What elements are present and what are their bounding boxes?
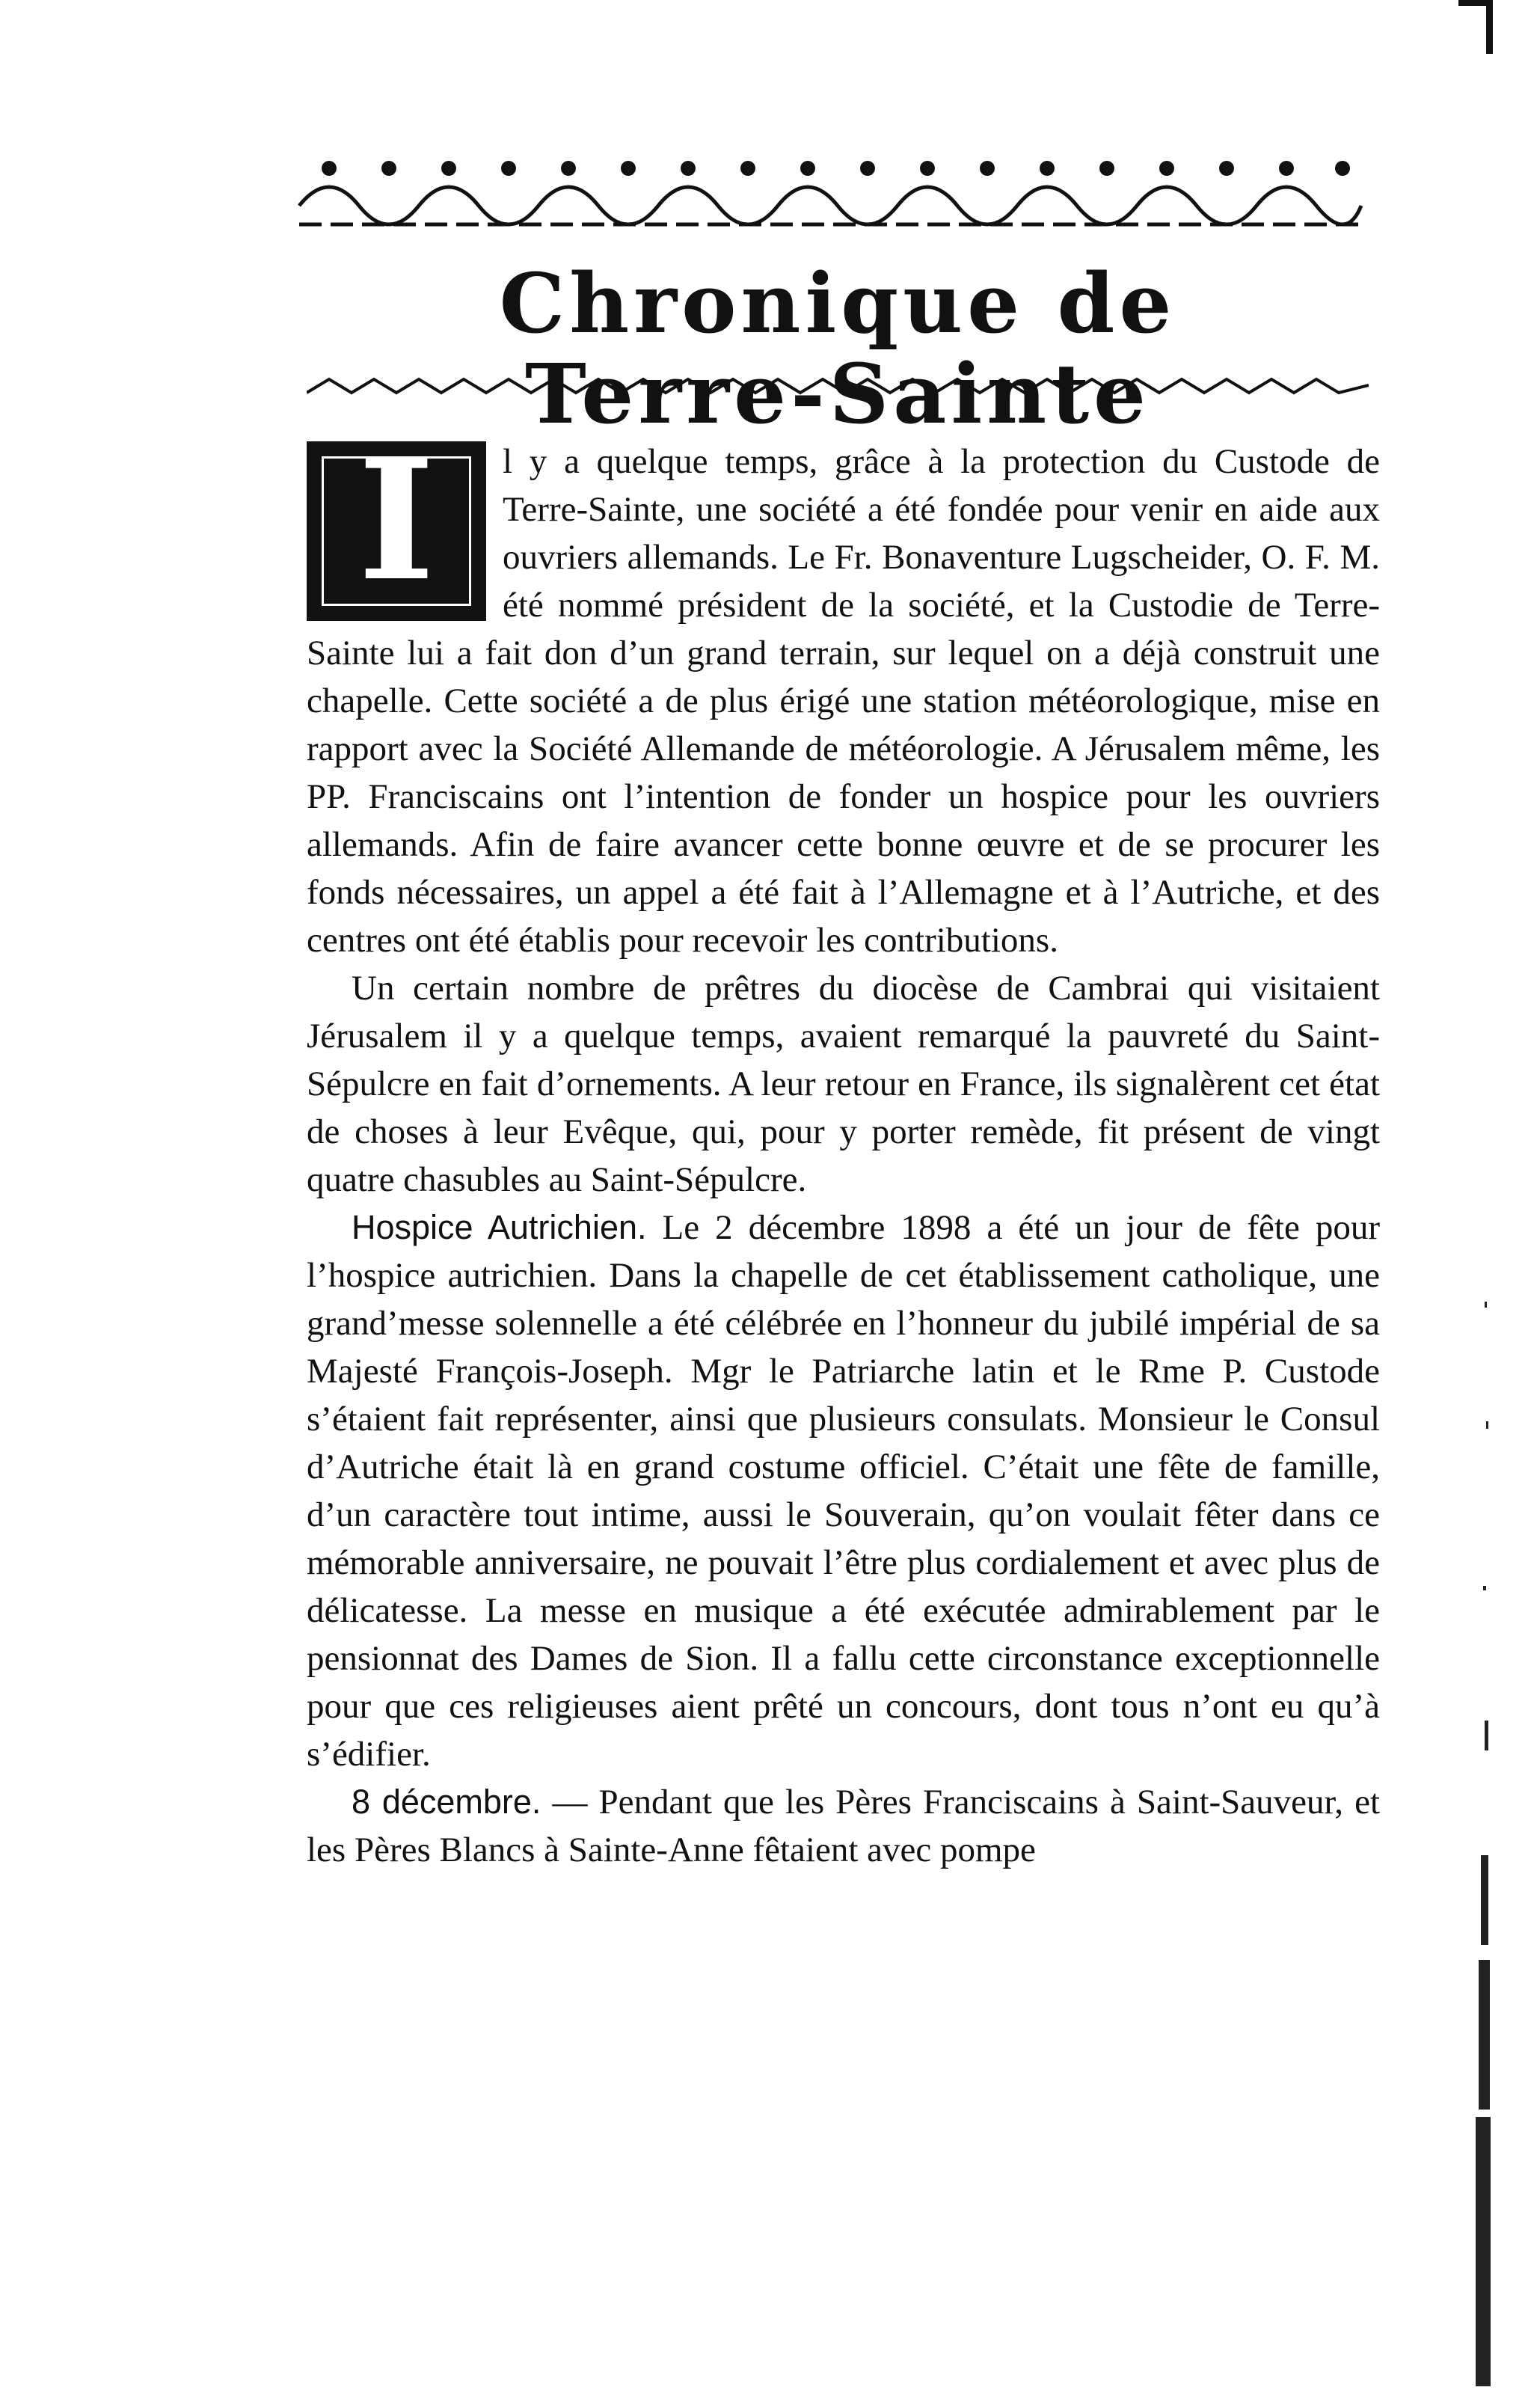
section-heading-hospice: Hospice Autrichien. (352, 1208, 647, 1246)
paragraph-hospice (307, 1204, 1380, 1778)
paragraph-cambrai: Un certain nombre de prêtres du diocèse de Cambrai qui visitaient Jérusalem il y a quelque temps, avaient remarqué la pauvreté du Saint-Sépulcre en fait d’ornements. A leur retour en France, ils signalèrent cet état de choses à leur Evêque, qui, pour y porter remède, fit présent de vingt quatre chasubles au Saint-Sépulcre. (307, 969, 1380, 1199)
decorative-ornament-band (295, 153, 1365, 236)
decorative-rule (307, 370, 1369, 400)
paragraph-8-decembre-text: — Pendant que les Pères Franciscains à Saint-Sauveur, et les Pères Blancs à Sainte-Anne fêtaient avec pompe (307, 1783, 1380, 1869)
scan-edge-artifact (1462, 1272, 1492, 2394)
paragraph-8-decembre (307, 1778, 1380, 1874)
article-body (307, 423, 1380, 1874)
paragraph-hospice-text: Le 2 décembre 1898 a été un jour de fête pour l’hospice autrichien. Dans la chapelle de cet établissement catholique, une grand’messe solennelle a été célébrée en l’honneur du jubilé impérial de sa Majesté François-Joseph. Mgr le Patriarche latin et le Rme P. Custode s’étaient fait représenter, ainsi que plusieurs consulats. Monsieur le Consul d’Autriche était là en grand costume officiel. C’était une fête de famille, d’un caractère tout intime, aussi le Souverain, qu’on voulait fêter dans ce mémorable anniversaire, ne pouvait l’être plus cordialement et avec plus de délicatesse. La messe en musique a été exécutée admirablement par le pensionnat des Dames de Sion. Il a fallu cette circonstance exceptionnelle pour que ces religieuses aient prêté un concours, dont tous n’ont eu qu’à s’édifier. (307, 1208, 1380, 1774)
drop-cap-letter: I (358, 423, 435, 617)
page-corner-mark (1458, 0, 1493, 52)
paragraph-intro: l y a quelque temps, grâce à la protection du Custode de Terre-Sainte, une société a été fondée pour venir en aide aux ouvriers allemands. Le Fr. Bonaventure Lugscheider, O. F. M. été nommé président de la société, et la Custodie de Terre-Sainte lui a fait don d’un grand terrain, sur lequel on a déjà construit une chapelle. Cette société a de plus érigé une station météorologique, mise en rapport avec la Société Allemande de météorologie. A Jérusalem même, les PP. Franciscains ont l’intention de fonder un hospice pour les ouvriers allemands. Afin de faire avancer cette bonne œuvre et de se procurer les fonds nécessaires, un appel a été fait à l’Allemagne et à l’Autriche, et des centres ont été établis pour recevoir les contributions. (307, 442, 1380, 960)
page-title: Chronique de Terre-Sainte (499, 255, 1176, 442)
section-heading-8-decembre: 8 décembre. (352, 1783, 541, 1821)
